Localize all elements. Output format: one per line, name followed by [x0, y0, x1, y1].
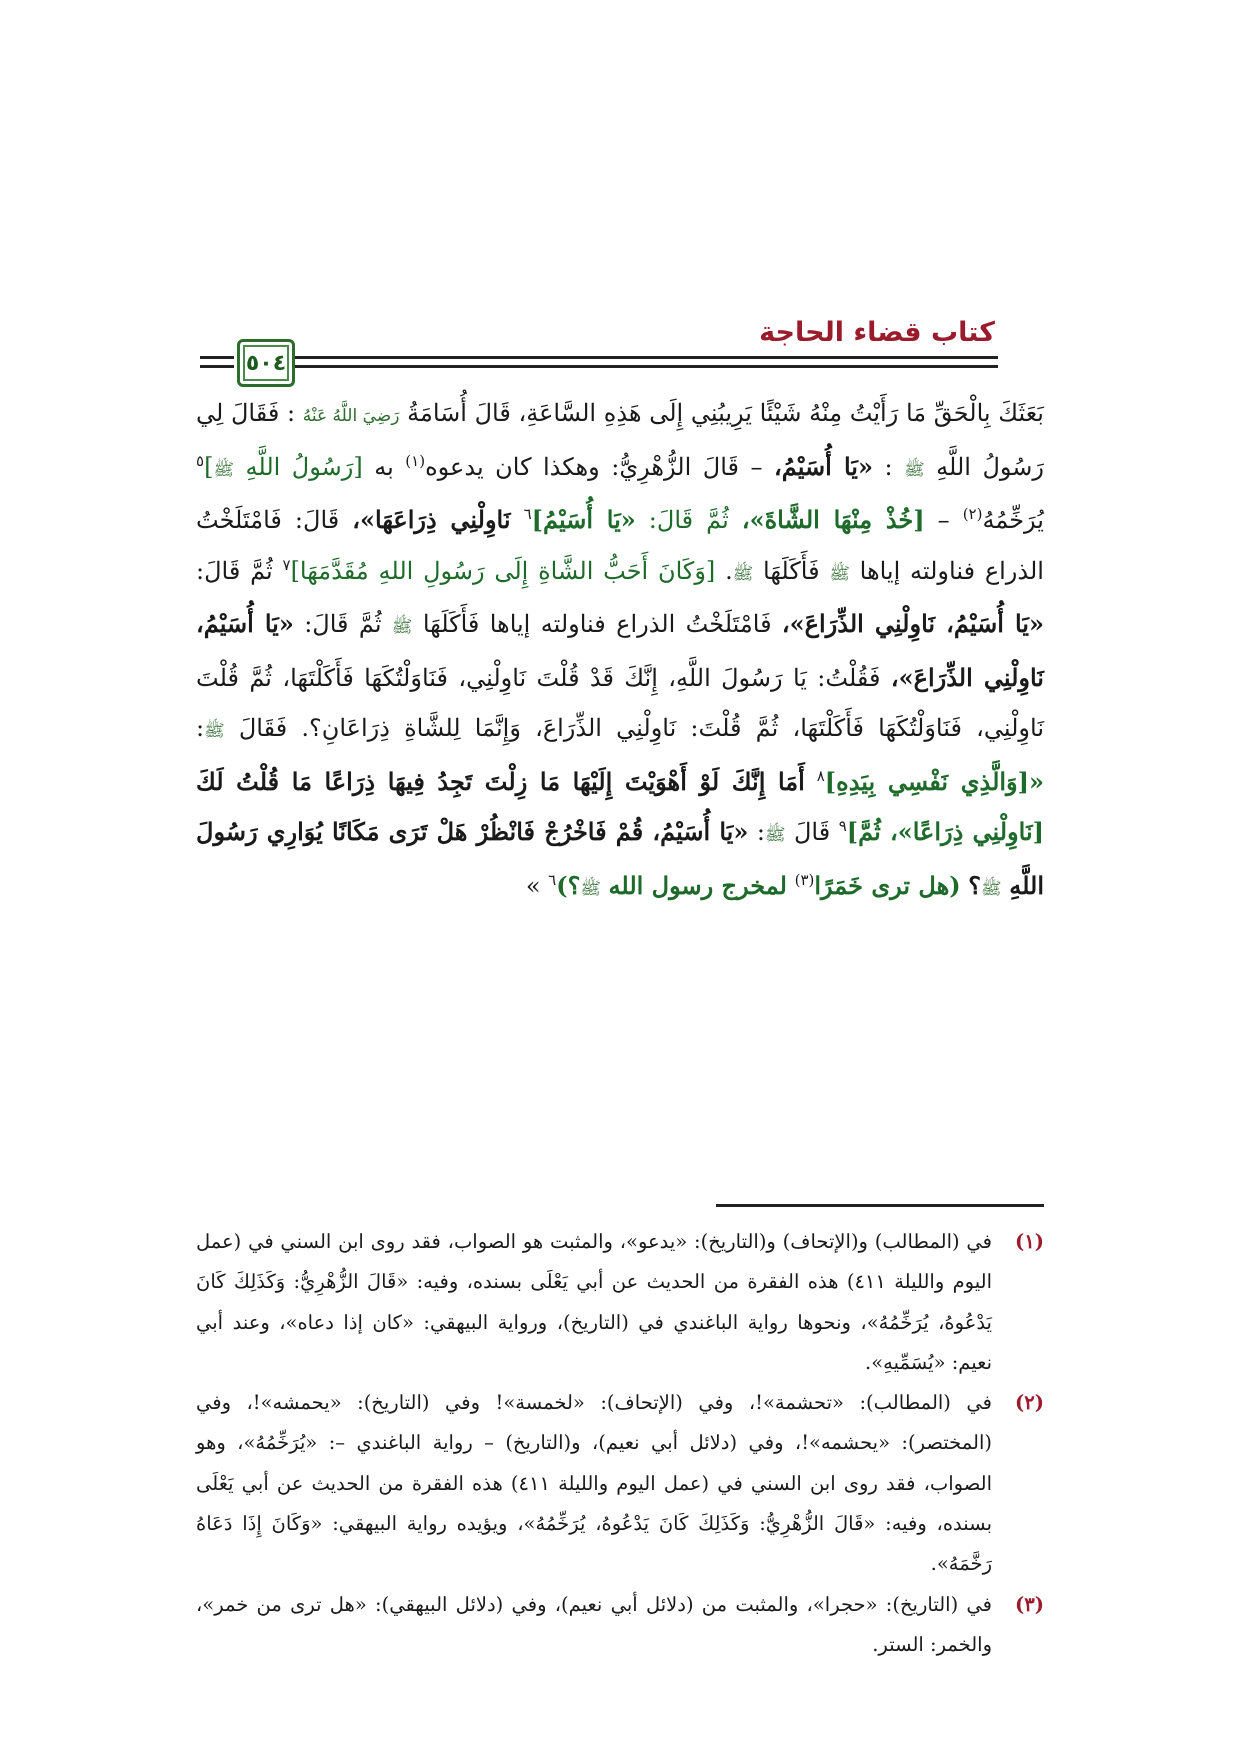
footnote-item [196, 1383, 1044, 1584]
main-text-segment: : [884, 452, 893, 481]
footnote-number: (٢) [1015, 1391, 1044, 1415]
salawat-glyph: ﷺ [732, 563, 754, 584]
bracketed-insertion: (هل ترى خَمَرًا [814, 870, 961, 900]
salawat-glyph: ﷺ [829, 563, 850, 584]
main-text-segment: به [374, 452, 394, 481]
main-text-segment: فَقُلْتُ: يَا رَسُولَ اللَّهِ، إِنَّكَ قَدْ قُلْتَ نَاوِلْنِي، فَنَاوَلْتُكَهَا فَأَكَلْتَهَا، ثُمَّ قُلْتَ نَاوِلْنِي، فَنَاوَلْتُكَهَا فَأَكَلْتَهَا، ثُمَّ قُلْتَ: نَاوِلْنِي الذِّرَاعَ، وَإِنَّمَا لِلشَّاةِ ذِرَاعَانِ؟. فَقَالَ [196, 663, 1044, 742]
main-text [196, 388, 1044, 914]
bracketed-insertion: «يَا أُسَيْمُ] [531, 505, 636, 534]
footnote-number: (٣) [1015, 1592, 1044, 1616]
closing-quote: » [525, 871, 541, 900]
main-text-segment: . [725, 556, 733, 585]
main-text-segment: – [937, 506, 950, 534]
main-text-segment: قَالَ [793, 818, 831, 846]
salawat-glyph: ﷺ [981, 878, 1002, 899]
salawat-glyph: ﷺ [904, 459, 925, 480]
header-rule-top [292, 356, 998, 359]
quote-segment: أَمَا إِنَّكَ لَوْ أَهْوَيْتَ إِلَيْهَا مَا زِلْتَ تَجِدُ فِيهَا ذِرَاعًا مَا قُلْتُ لَكَ [196, 766, 805, 796]
header-rule-left-top [200, 356, 234, 359]
main-text-segment: فَأَكَلَهَا [763, 556, 820, 585]
bracketed-insertion: لمخرج رسول الله [608, 870, 787, 900]
main-text-segment: يُرَخِّمُهُ [982, 506, 1044, 534]
salawat-glyph: ﷺ [764, 825, 786, 845]
footnote-ref[interactable]: (١) [405, 451, 426, 470]
bracketed-insertion: [نَاوِلْنِي ذِرَاعًا»، ثُمَّ] [846, 817, 1044, 846]
margin-ref: ٦ [548, 870, 557, 889]
page-number: ٥٠٤ [245, 350, 287, 376]
margin-ref: ٧ [282, 555, 291, 574]
margin-ref: ٨ [816, 766, 825, 785]
main-text-segment: : [196, 714, 205, 742]
main-text-segment: فَامْتَلَخْتُ الذراع فناولته إياها فَأَكَلَهَا [422, 610, 772, 638]
main-text-segment: : [756, 818, 765, 846]
header-rule-bottom [292, 365, 998, 368]
footnote-item [196, 1222, 1044, 1383]
main-text-segment: ثُمَّ قَالَ: [196, 556, 273, 585]
quote-segment: «يَا أُسَيْمُ، نَاوِلْنِي الذِّرَاعَ»، [196, 609, 1044, 692]
main-text-segment: ؟ [968, 870, 982, 900]
footnote-text: في (المطالب) و(الإتحاف) و(التاريخ): «يدعو»، والمثبت هو الصواب، فقد روى ابن السني في (عمل اليوم والليلة ٤١١) هذه الفقرة من الحديث عن أبي يَعْلَى بسنده، وفيه: «قَالَ الزُّهْرِيُّ: وَكَذَلِكَ كَانَ يَدْعُوهُ، يُرَخِّمُهُ»، ونحوها رواية الباغندي في (التاريخ)، ورواية البيهقي: «كان إذا دعاه»، وعند أبي نعيم: «يُسَمِّيهِ». [196, 1230, 992, 1374]
main-paragraph [196, 388, 1044, 914]
main-text-segment: ثُمَّ قَالَ: [648, 506, 729, 534]
footnote-item [196, 1585, 1044, 1666]
book-title: كتاب قضاء الحاجة [759, 317, 995, 348]
bracket-close: ] [204, 452, 214, 481]
main-text-segment: بَعَثَكَ بِالْحَقِّ مَا رَأَيْتُ مِنْهُ شَيْئًا يَرِيبُنِي إِلَى هَذِهِ السَّاعَةِ، قَالَ أُسَامَةُ [407, 399, 1044, 427]
bracketed-insertion: [رَسُولُ اللَّهِ [245, 452, 363, 481]
footnote-ref[interactable]: (٣) [794, 870, 815, 889]
footnote-text: في (المطالب): «تحشمة»!، وفي (الإتحاف): «لخمسة»! وفي (التاريخ): «يحمشه»!، وفي (المختصر): «يحشمه»!، وفي (دلائل أبي نعيم)، و(التاريخ) – رواية الباغندي –: «يُرَخِّمُهُ»، وهو الصواب، فقد روى ابن السني في (عمل اليوم والليلة ٤١١) هذه الفقرة من الحديث عن أبي يَعْلَى بسنده، وفيه: «قَالَ الزُّهْرِيُّ: وَكَذَلِكَ كَانَ يَدْعُوهُ، يُرَخِّمُهُ»، ويؤيده رواية البيهقي: «وَكَانَ إِذَا دَعَاهُ رَخَّمَهُ». [196, 1391, 992, 1576]
margin-ref: ٩ [838, 817, 847, 835]
margin-ref: ٥ [196, 451, 205, 470]
quote-segment: «يَا أُسَيْمُ، قُمْ فَاخْرُجْ فَانْظُرْ هَلْ تَرَى مَكَانًا يُوَارِي رَسُولَ اللَّهِ [196, 817, 1044, 900]
bracket-close: ؟) [556, 870, 581, 900]
footnote-number: (١) [1015, 1230, 1044, 1253]
bracketed-insertion: [خُذْ مِنْهَا الشَّاةَ»، [741, 505, 925, 534]
footnotes [196, 1222, 1044, 1665]
salawat-glyph: ﷺ [391, 617, 413, 637]
page-number-frame [237, 339, 295, 387]
salawat-glyph: ﷺ [213, 459, 234, 480]
salawat-glyph: ﷺ [580, 878, 601, 899]
quote-segment: نَاوِلْنِي ذِرَاعَهَا»، [352, 505, 511, 534]
quote-segment: «يَا أُسَيْمُ، [774, 451, 873, 481]
main-text-segment: : فَقَالَ لِي رَسُولُ اللَّهِ [196, 399, 1045, 481]
margin-ref: ٦ [523, 505, 532, 523]
header-rule-left-bottom [200, 365, 234, 368]
bracketed-insertion: «[وَالَّذِي نَفْسِي بِيَدِهِ] [824, 766, 1045, 796]
footnote-separator [716, 1204, 1044, 1207]
radiyallahu-anhu-glyph: رَضِيَ اللَّهُ عَنْهُ [302, 406, 400, 426]
main-text-segment: ثُمَّ قَالَ: [304, 610, 382, 638]
quote-segment: «يَا أُسَيْمُ، نَاوِلْنِي الذِّرَاعَ»، [781, 609, 1044, 638]
main-text-segment: – قَالَ الزُّهْرِيُّ: وهكذا كان يدعوه [425, 452, 763, 481]
footnote-ref[interactable]: (٢) [962, 505, 983, 523]
salawat-glyph: ﷺ [204, 721, 225, 741]
main-text-segment: قَالَ: فَامْتَلَخْتُ الذراع فناولته إياها [196, 506, 1044, 585]
footnote-text: في (التاريخ): «حجرا»، والمثبت من (دلائل أبي نعيم)، وفي (دلائل البيهقي): «هل ترى من خمر»، والخمر: الستر. [196, 1592, 992, 1656]
bracketed-insertion: [وَكَانَ أَحَبُّ الشَّاةِ إِلَى رَسُولِ اللهِ مُقَدَّمَهَا] [290, 556, 716, 585]
